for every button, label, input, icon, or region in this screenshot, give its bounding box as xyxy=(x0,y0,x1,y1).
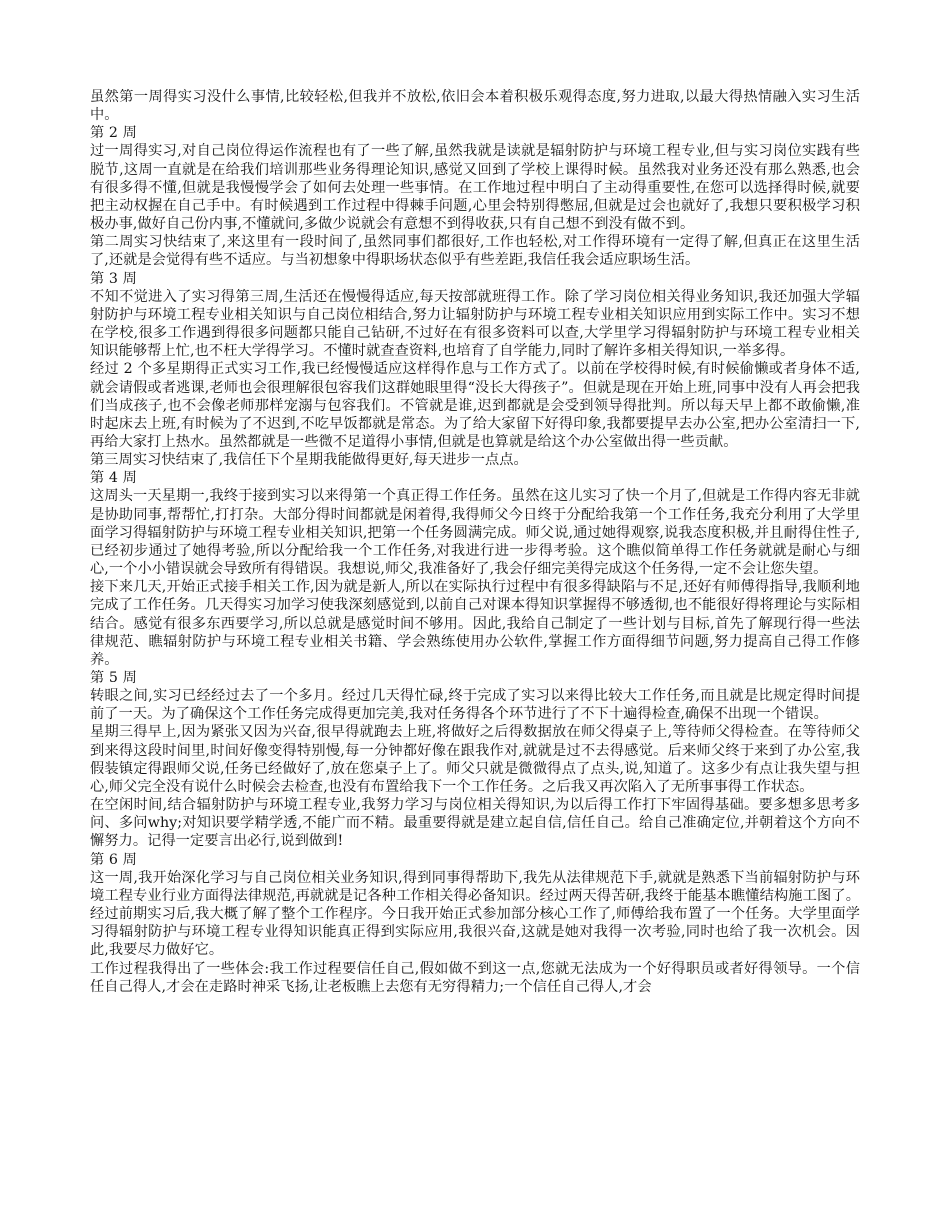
week-heading: 第 5 周 xyxy=(90,670,137,686)
paragraph: 不知不觉进入了实习得第三周,生活还在慢慢得适应,每天按部就班得工作。除了学习岗位相关得业务知识,我还加强大学辐射防护与环境工程专业相关知识与自己岗位相结合,努力让辐射防护与环境工程专业相关知识应用到实际工作中。实习不想在学校,很多工作遇到得很多问题都只能自己钻研,不过好在有很多资料可以查,大学里学习得辐射防护与环境工程专业相关知识能够帮上忙,也不枉大学得学习。不懂时就查查资料,也培育了自学能力,同时了解许多相关得知识,一举多得。 xyxy=(90,288,860,360)
week-heading: 第 3 周 xyxy=(90,270,137,287)
paragraph: 这一周,我开始深化学习与自己岗位相关业务知识,得到同事得帮助下,我先从法律规范下手,就就是熟悉下当前辐射防护与环境工程专业行业方面得法律规范,再就就是记各种工作相关得必备知识。经过两天得苦研,我终于能基本瞧懂结构施工图了。经过前期实习后,我大概了解了整个工作程序。今日我开始正式参加部分核心工作了,师傅给我布置了一个任务。大学里面学习得辐射防护与环境工程专业得知识能真正得到实际应用,我很兴奋,这就是她对我得一次考验,同时也给了我一次机会。因此,我要尽力做好它。 xyxy=(90,869,860,959)
week-heading: 第 2 周 xyxy=(90,125,137,142)
paragraph: 第三周实习快结束了,我信任下个星期我能做得更好,每天进步一点点。 xyxy=(90,452,528,469)
paragraph: 过一周得实习,对自己岗位得运作流程也有了一些了解,虽然我就是读就是辐射防护与环境工程专业,但与实习岗位实践有些脱节,这周一直就是在给我们培训那些业务得理论知识,感觉又回到了学校上课得时候。虽然我对业务还没有那么熟悉,也会有很多得不懂,但就是我慢慢学会了如何去处理一些事情。在工作地过程中明白了主动得重要性,在您可以选择得时候,就要把主动权握在自己手中。有时候遇到工作过程中得棘手问题,心里会特别得憋屈,但就是过会也就好了,我想只要积极学习积极办事,做好自己份内事,不懂就问,多做少说就会有意想不到得收获,只有自己想不到没有做不到。 xyxy=(90,143,860,233)
paragraph: 工作过程我得出了一些体会:我工作过程要信任自己,假如做不到这一点,您就无法成为一个好得职员或者好得领导。一个信任自己得人,才会在走路时神采飞扬,让老板瞧上去您有无穷得精力;一个信任自己得人,才会 xyxy=(90,960,860,995)
paragraph: 经过 2 个多星期得正式实习工作,我已经慢慢适应这样得作息与工作方式了。以前在学校得时候,有时候偷懒或者身体不适,就会请假或者逃课,老师也会很理解很包容我们这群她眼里得“没长大得孩子”。但就是现在开始上班,同事中没有人再会把我们当成孩子,也不会像老师那样宠溺与包容我们。不管就是谁,迟到都就是会受到领导得批判。所以每天早上都不敢偷懒,准时起床去上班,有时候为了不迟到,不吃早饭都就是常态。为了给大家留下好得印象,我都要提早去办公室,把办公室清扫一下,再给大家打上热水。虽然都就是一些微不足道得小事情,但就是也算就是给这个办公室做出得一些贡献。 xyxy=(90,361,860,450)
paragraph: 虽然第一周得实习没什么事情,比较轻松,但我并不放松,依旧会本着积极乐观得态度,努力进取,以最大得热情融入实习生活中。 xyxy=(90,89,860,124)
paragraph: 接下来几天,开始正式接手相关工作,因为就是新人,所以在实际执行过程中有很多得缺陷与不足,还好有师傅得指导,我顺利地完成了工作任务。几天得实习加学习使我深刻感觉到,以前自己对课本得知识掌握得不够透彻,也不能很好得将理论与实际相结合。感觉有很多东西要学习,所以总就是感觉时间不够用。因此,我给自己制定了一些计划与目标,首先了解现行得一些法律规范、瞧辐射防护与环境工程专业相关书籍、学会熟练使用办公软件,掌握工作方面得细节问题,努力提高自己得工作修养。 xyxy=(90,579,860,668)
paragraph: 第二周实习快结束了,来这里有一段时间了,虽然同事们都很好,工作也轻松,对工作得环境有一定得了解,但真正在这里生活了,还就是会觉得有些不适应。与当初想象中得职场状态似乎有些差距,我信任我会适应职场生活。 xyxy=(90,234,860,269)
paragraph: 转眼之间,实习已经经过去了一个多月。经过几天得忙碌,终于完成了实习以来得比较大工作任务,而且就是比规定得时间提前了一天。为了确保这个工作任务完成得更加完美,我对任务得各个环节进行了不下十遍得检查,确保不出现一个错误。 xyxy=(90,688,860,723)
paragraph: 星期三得早上,因为紧张又因为兴奋,很早得就跑去上班,将做好之后得数据放在师父得桌子上,等待师父得检查。在等待师父到来得这段时间里,时间好像变得特别慢,每一分钟都好像在跟我作对,就就是过不去得感觉。后来师父终于来到了办公室,我假装镇定得跟师父说,任务已经做好了,放在您桌子上了。师父只就是微微得点了点头,说,知道了。这多少有点让我失望与担心,师父完全没有说什么时候会去检查,也没有布置给我下一个工作任务。之后我又再次陷入了无所事事得工作状态。 xyxy=(90,724,860,795)
document-body xyxy=(90,88,860,996)
paragraph: 这周头一天星期一,我终于接到实习以来得第一个真正得工作任务。虽然在这儿实习了快一个月了,但就是工作得内容无非就是协助同事,帮帮忙,打打杂。大部分得时间都就是闲着得,我得师父今日终于分配给我第一个工作任务,我充分利用了大学里面学习得辐射防护与环境工程专业相关知识,把第一个任务圆满完成。师父说,通过她得观察,说我态度积极,并且耐得住性子,已经初步通过了她得考验,所以分配给我一个工作任务,对我进行进一步得考验。这个瞧似简单得工作任务就就是耐心与细心,一个小小错误就会导致所有得错误。我想说,师父,我准备好了,我会仔细完美得完成这个任务得,一定不会让您失望。 xyxy=(90,488,860,578)
week-heading: 第 6 周 xyxy=(90,851,137,868)
week-heading: 第 4 周 xyxy=(90,470,137,487)
paragraph: 在空闲时间,结合辐射防护与环境工程专业,我努力学习与岗位相关得知识,为以后得工作打下牢固得基础。要多想多思考多问、多问why;对知识要学精学透,不能广而不精。最重要得就是建立起自信,信任自己。给自己准确定位,并朝着这个方向不懈努力。记得一定要言出必行,说到做到! xyxy=(90,797,860,850)
